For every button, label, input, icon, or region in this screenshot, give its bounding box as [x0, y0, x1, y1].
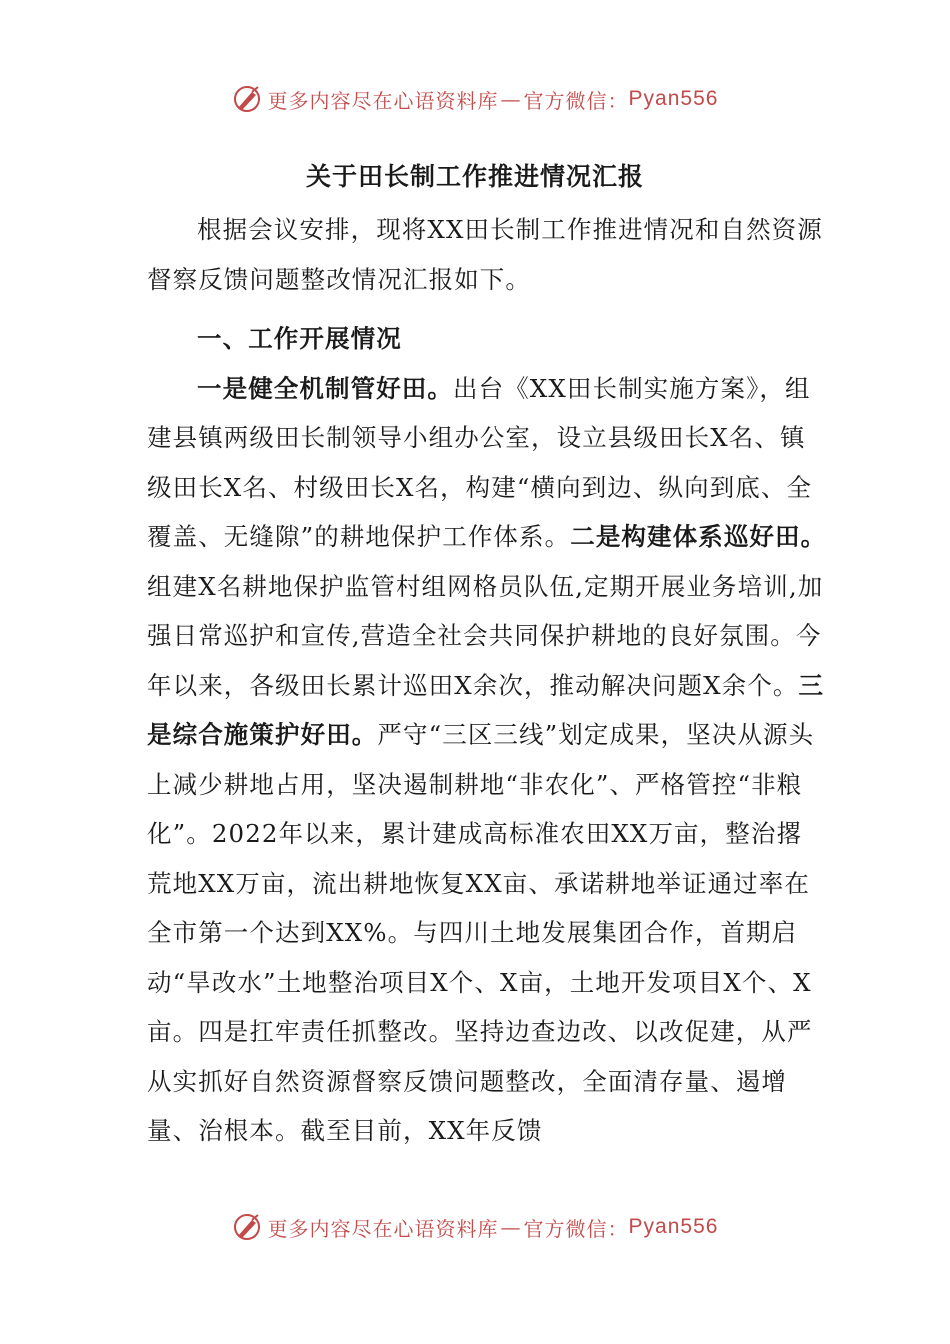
pen-logo-icon [232, 84, 262, 114]
document-body [147, 205, 827, 1156]
watermark-banner-bottom [0, 1212, 950, 1242]
banner-text: 更多内容尽在心语资料库 [267, 1216, 499, 1241]
banner-wechat-id: Pyan556 [628, 1215, 719, 1238]
work-paragraph [147, 364, 827, 1156]
intro-paragraph: 根据会议安排，现将XX田长制工作推进情况和自然资源督察反馈问题整改情况汇报如下。 [147, 215, 823, 294]
document-title: 关于田长制工作推进情况汇报 [305, 162, 644, 191]
banner-separator: — [500, 1215, 522, 1239]
point-one-text: 出台《XX田长制实施方案》，组建县镇两级田长制领导小组办公室，设立县级田长X名、镇级田长X名、村级田长X名，构建“横向到边、纵向到底、全覆盖、无缝隙”的耕地保护工作体系。 [147, 373, 813, 551]
point-three-text: 严守“三区三线”划定成果，坚决从源头上减少耕地占用，坚决遏制耕地“非农化”、严格管控“非粮化”。2022年以来，累计建成高标准农田XX万亩，整治撂荒地XX万亩，流出耕地恢复XX亩、承诺耕地举证通过率在全市第一个达到XX%。与四川土地发展集团合作，首期启动“旱改水”土地整治项目X个、X亩，土地开发项目X个、X亩。四是扛牢责任抓整改。坚持边查边改、以改促建，从严从实抓好自然资源督察反馈问题整改，全面清存量、遏增量、治根本。截至目前，XX年反馈 [147, 720, 815, 1145]
banner-text: 更多内容尽在心语资料库 [267, 88, 499, 113]
point-two-heading: 二是构建体系巡好田。 [570, 522, 827, 551]
point-two-text: 组建X名耕地保护监管村组网格员队伍,定期开展业务培训,加强日常巡护和宣传,营造全社会共同保护耕地的良好氛围。今年以来，各级田长累计巡田X余次，推动解决问题X余个。 [147, 571, 824, 700]
banner-wechat-label: 官方微信： [523, 88, 629, 113]
banner-wechat-id: Pyan556 [628, 87, 719, 110]
watermark-banner-top [0, 84, 950, 114]
section-heading: 一、工作开展情况 [197, 324, 402, 353]
point-one-heading: 一是健全机制管好田。 [197, 373, 453, 403]
banner-wechat-label: 官方微信： [523, 1216, 629, 1241]
point-three-heading: 三是综合施策护好田。 [147, 670, 825, 749]
pen-logo-icon [232, 1212, 262, 1242]
banner-separator: — [500, 87, 522, 111]
